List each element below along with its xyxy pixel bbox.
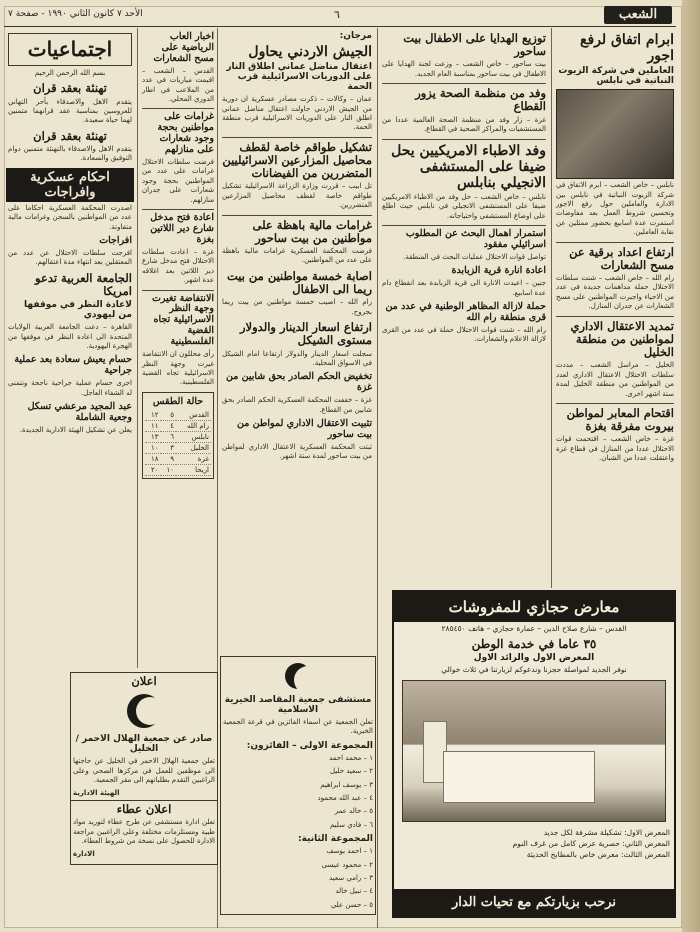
headline: حملة لازالة المظاهر الوطنية في عدد من قرى منطقة رام الله: [385, 300, 546, 323]
list-item: ١ – محمد احمد: [329, 753, 373, 762]
subheadline: اعتقال مناضل عماني اطلاق النار على الدوريات الاسرائيلية قرب الحمة: [226, 62, 372, 93]
notice-text: تعلن جمعية الهلال الاحمر في الخليل عن حاجتها الى موظفين للعمل في مركزها الصحي وعلى الراغبين التقدم بطلباتهم الى مقر الجمعية.: [73, 757, 215, 785]
article-text: فرضت المحكمة العسكرية غرامات مالية باهظة على عدد من المواطنين.: [222, 247, 372, 265]
ad-branch: المعرض الاول: تشكيلة مشرفة لكل جديد: [543, 828, 670, 837]
notice-tender: [70, 800, 218, 865]
list-item: ٥ – خالد عمر: [334, 807, 373, 816]
article-text: عمان – وكالات – ذكرت مصادر عسكرية ان دورية من الجيش الاردني حاولت اعتقال مناضل عماني اطلق النار على الدوريات الاسرائيلية قرب منطقة الحمة.: [222, 95, 372, 132]
article-text: يتقدم الاهل والاصدقاء بالتهنئة متمنين دوام التوفيق والسعادة.: [8, 145, 132, 163]
article-text: رام الله – اصيب خمسة مواطنين من بيت ريما بجروح.: [222, 298, 372, 316]
headline: تشكيل طواقم خاصة لقطف محاصيل المزارعين الاسرائيليين المتضررين من الفيضانات: [222, 139, 372, 181]
article-text: افرجت سلطات الاحتلال عن عدد من المعتقلين بعد انتهاء مدة اعتقالهم.: [8, 249, 132, 267]
table-row: [145, 464, 211, 475]
headline: اعادة انارة قرية الزبابدة: [451, 265, 546, 277]
city-cell: القدس: [176, 410, 211, 421]
divider: [142, 108, 214, 109]
ad-address: القدس – شارع صلاح الدين – عمارة حجازي – هاتف ٢٨٥٤٥٠: [441, 624, 627, 633]
min-cell: ١٠: [161, 464, 176, 475]
notice-text: تعلن الجمعية عن اسماء الفائزين في قرعة الجمعية الخيرية.: [223, 718, 373, 736]
min-cell: ٥: [161, 410, 176, 421]
article-text: غزة – اعادت سلطات الاحتلال فتح مدخل شارع دير اللاتين بعد اغلاقه عدة اشهر.: [142, 247, 214, 285]
weather-title: حالة الطقس: [152, 395, 204, 407]
list-item: ٥ – حسن علي: [330, 900, 373, 909]
headline: اصابة خمسة مواطنين من بيت ريما الى الاطفال: [226, 268, 372, 297]
divider: [382, 83, 546, 84]
article-text: رأى محللون ان الانتفاضة غيرت وجهة النظر الاسرائيلية تجاه القضية الفلسطينية.: [142, 350, 214, 387]
article-text: غزة – خففت المحكمة العسكرية الحكم الصادر بحق شابين من القطاع.: [222, 396, 372, 414]
notice-org: صادر عن جمعية الهلال الاحمر / الخليل: [75, 734, 213, 755]
bismillah: بسم الله الرحمن الرحيم: [34, 69, 106, 77]
headline: ارتفاع اسعار الدينار والدولار مستوى الشيكل: [240, 320, 372, 348]
list-item: ١ – احمد يوسف: [326, 847, 373, 856]
min-cell: ٩: [161, 453, 176, 464]
crescent-icon: [127, 694, 161, 728]
bed-shape: [443, 751, 595, 803]
table-row: [145, 431, 211, 442]
emblem-icon: [285, 663, 311, 689]
notice-sign: الادارة: [73, 850, 95, 859]
headline: تثبيت الاعتقال الاداري لمواطن من بيت ساحور: [237, 418, 372, 440]
ad-offer: نوفر الجديد لمواصلة حجزنا وندعوكم لزيارتنا في ثلاث خوالي: [441, 665, 627, 674]
article-text: القاهرة – دعت الجامعة العربية الولايات المتحدة الى اعادة النظر في موقفها من الهجرة اليهودية.: [8, 323, 132, 351]
bedroom-photo: [402, 680, 666, 822]
article-text: رام الله – خاص الشعب – شنت سلطات الاحتلال حملة مداهمات جديدة في عدد من الاحياء واجبرت المواطنين على مسح الشعارات عن جدران المنازل.: [556, 274, 674, 311]
page-number: ٦: [334, 8, 340, 21]
city-cell: اريحا: [176, 464, 211, 475]
masthead-strip: [4, 6, 676, 27]
headline: الانتفاضة تغيرت وجهة النظر الاسرائيلية تجاه القضية الفلسطينية: [151, 292, 214, 348]
city-cell: نابلس: [176, 431, 211, 442]
table-row: [145, 410, 211, 421]
headline: غرامات مالية باهظة على مواطنين من بيت ساحور: [252, 217, 372, 245]
headline: اعادة فتح مدخل شارع دير اللاتين بغزة: [150, 212, 214, 245]
list-item: ٢ – محمود عيسى: [321, 860, 373, 869]
headline: غرامات على مواطنين بحجة وجود شعارات على منازلهم: [157, 111, 214, 156]
max-cell: ١٣: [145, 431, 161, 442]
min-cell: ٤: [161, 420, 176, 431]
article-text: يتقدم الاهل والاصدقاء بأحر التهاني للعروسين بمناسبة عقد قرانهما متمنين لهما حياة سعيدة.: [8, 97, 132, 125]
article-text: نابلس – خاص الشعب – حل وفد من الاطباء الامريكيين ضيفا على المستشفى الانجيلي في نابلس حيث اطلع على اوضاع المستشفى واحتياجاته.: [382, 192, 546, 220]
divider: [382, 225, 546, 226]
table-row: [145, 420, 211, 431]
headline: حسام يعيش سعادة بعد عملية جراحية: [14, 354, 132, 377]
headline: وفد الاطباء الامريكيين يحل ضيفا على المستشفى الانجيلي بنابلس: [391, 142, 546, 191]
page-edge: [682, 0, 700, 932]
kicker: مرجان:: [339, 31, 372, 41]
notice-title: اعلان: [131, 674, 157, 688]
notice-text: تعلن ادارة مستشفى عن طرح عطاء لتوريد مواد طبية ومستلزمات مختلفة وعلى الراغبين مراجعة الادارة للحصول على نسخة من شروط العطاء.: [73, 818, 215, 846]
article-text: رام الله – شنت قوات الاحتلال حملة في عدد من القرى لازالة الاعلام والشعارات.: [382, 325, 546, 344]
divider: [556, 242, 674, 243]
article-text: غزة – خاص الشعب – اقتحمت قوات الاحتلال عددا من المنازل في قطاع غزة واعتقلت عددا من الشبان.: [556, 435, 674, 463]
article-text: القدس – الشعب – اقيمت مباريات في عدد من الملاعب في اطار الدوري المحلي.: [142, 66, 214, 103]
article-text: غزة – زار وفد من منظمة الصحة العالمية عددا من المستشفيات والمراكز الصحية في القطاع.: [382, 115, 546, 134]
section-band: احكام عسكرية وافراجات: [6, 168, 134, 202]
social-section-header: [8, 33, 132, 66]
newspaper-logo: الشعب: [604, 6, 672, 24]
article-text: ثبتت المحكمة العسكرية الاعتقال الاداري لمواطن من بيت ساحور لمدة ستة اشهر.: [222, 442, 372, 461]
notice-sign: الهيئة الادارية: [73, 789, 120, 798]
column-3: [220, 30, 374, 466]
min-cell: ٦: [161, 431, 176, 442]
article-text: الخليل – مراسل الشعب – مددت سلطات الاحتلال الاعتقال الاداري لعدد من المواطنين من منطقة الخليل لمدة ستة اشهر اخرى.: [556, 361, 674, 398]
max-cell: ١١: [145, 420, 161, 431]
headline: تخفيض الحكم الصادر بحق شابين من غزة: [226, 371, 372, 394]
headline: ارتفاع اعداد برقية عن مسح الشعارات: [569, 244, 674, 272]
headline: اقتحام المعابر لمواطن بيروت مفرقة بغزة: [566, 405, 674, 434]
article-text: تل ابيب – قررت وزارة الزراعة الاسرائيلية تشكيل طواقم خاصة لقطف محاصيل المزارعين المتضررين.: [222, 182, 372, 210]
subheadline: العاملين في شركة الزيوت النباتية في نابلس: [558, 66, 674, 87]
list-title: المجموعة الاولى – الفائزون:: [246, 740, 373, 751]
article-text: جنين – اعيدت الانارة الى قرية الزبابدة بعد انقطاع دام عدة اسابيع.: [382, 279, 546, 297]
column-rule: [137, 28, 138, 668]
headline: افراجات: [99, 235, 132, 247]
notice-title: اعلان عطاء: [116, 802, 172, 816]
article-text: اصدرت المحكمة العسكرية احكاما على عدد من المواطنين بالسجن وغرامات مالية متفاوتة.: [8, 203, 132, 231]
divider: [556, 403, 674, 404]
city-cell: الخليل: [176, 442, 211, 453]
max-cell: ١٨: [145, 453, 161, 464]
max-cell: ١٠: [145, 442, 161, 453]
ad-branch: المعرض الثالث: معرض خاص بالمطابخ الحديثة: [526, 850, 670, 859]
list-item: ٤ – نبيل خالد: [335, 887, 373, 896]
divider: [382, 139, 546, 140]
headline: اخبار العاب الرياضية على مسح الشعارات: [153, 31, 214, 64]
notice-red-crescent: [70, 672, 218, 804]
notice-hospital-list: [220, 656, 376, 915]
headline: توزيع الهدايا على الاطفال بيت ساحور: [403, 31, 546, 59]
headline: تمديد الاعتقال الاداري لمواطنين من منطقة الخليل: [570, 318, 674, 360]
headline: ابرام اتفاق لرفع اجور: [580, 32, 674, 65]
divider: [142, 209, 214, 210]
list-item: ٣ – رامي سعيد: [329, 874, 373, 883]
table-row: [145, 442, 211, 453]
headline: الجامعة العربية تدعو امريكا: [35, 270, 132, 299]
article-text: اجرى حسام عملية جراحية ناجحة ونتمنى له الشفاء العاجل.: [8, 379, 132, 397]
headline: الجيش الاردني يحاول: [248, 44, 372, 60]
column-rule: [551, 28, 552, 588]
subheadline: لاعادة النظر في موقفها من ليهودي: [24, 300, 132, 321]
ad-years: ٣٥ عاما في خدمة الوطن: [471, 637, 597, 651]
table-row: [145, 453, 211, 464]
divider: [556, 316, 674, 317]
divider: [142, 290, 214, 291]
social-title: اجتماعيات: [27, 37, 113, 61]
issue-date: الأحد ٧ كانون الثاني ١٩٩٠ - صفحة ٧: [8, 9, 143, 19]
max-cell: ٢٠: [145, 464, 161, 475]
ad-footer: نرحب بزيارتكم مع تحيات الدار: [394, 889, 674, 916]
min-cell: ٣: [161, 442, 176, 453]
list-title: المجموعة الثانية:: [297, 834, 373, 845]
column-rule: [377, 28, 378, 928]
headline: استمرار اهمال البحث عن المطلوب اسرائيلي مفقود: [405, 228, 546, 250]
list-item: ٢ – سعيد خليل: [329, 767, 373, 776]
ad-branch: المعرض الثاني: حصرية عرض كامل من غرف النوم: [512, 839, 670, 848]
headline: تهنئة بعقد قران: [33, 81, 107, 96]
divider: [222, 137, 372, 138]
divider: [222, 215, 372, 216]
city-cell: غزة: [176, 453, 211, 464]
list-item: ٣ – يوسف ابراهيم: [320, 780, 373, 789]
weather-table: [145, 410, 211, 476]
list-item: ٦ – فادي سليم: [330, 820, 373, 829]
list-item: ٤ – عبد الله محمود: [317, 794, 373, 803]
notice-title: مستشفى جمعية المقاصد الخيرية الاسلامية: [224, 695, 372, 715]
column-4: [140, 30, 216, 482]
column-1: [554, 30, 676, 468]
news-photo: [556, 89, 674, 179]
city-cell: رام الله: [176, 420, 211, 431]
article-text: تواصل قوات الاحتلال عمليات البحث في المنطقة.: [403, 252, 546, 261]
furniture-advertisement: [392, 590, 676, 918]
max-cell: ١٢: [145, 410, 161, 421]
article-text: يعلن عن تشكيل الهيئة الادارية الجديدة.: [19, 425, 132, 434]
article-text: بيت ساحور – خاص الشعب – وزعت لجنة الهدايا على الاطفال في بيت ساحور بمناسبة العام الجديد.: [382, 60, 546, 78]
ad-tagline: المعرض الاول والرائد الاول: [473, 653, 595, 663]
article-text: سجلت اسعار الدينار والدولار ارتفاعا امام الشيكل في الاسواق المحلية.: [222, 349, 372, 367]
weather-box: [142, 392, 214, 479]
article-text: نابلس – خاص الشعب – ابرم الاتفاق في شركة الزيوت النباتية في نابلس بين الادارة والعاملين حول رفع الاجور وتحسين شروط العمل بعد مفاوضات استمرت عدة اسابيع بحضور ممثلين عن نقابة العاملين.: [556, 181, 674, 237]
column-5: [6, 30, 134, 439]
headline: عبد المجيد مرعشي تسكل وجعية الشاملة: [27, 401, 132, 424]
column-2: [380, 30, 548, 349]
headline: وفد من منظمة الصحة يزور القطاع: [415, 86, 546, 114]
article-text: فرضت سلطات الاحتلال غرامات على عدد من المواطنين بحجة وجود شعارات على جدران منازلهم.: [142, 158, 214, 204]
ad-title: معارض حجازي للمفروشات: [394, 592, 674, 622]
headline: تهنئة بعقد قران: [33, 128, 107, 143]
